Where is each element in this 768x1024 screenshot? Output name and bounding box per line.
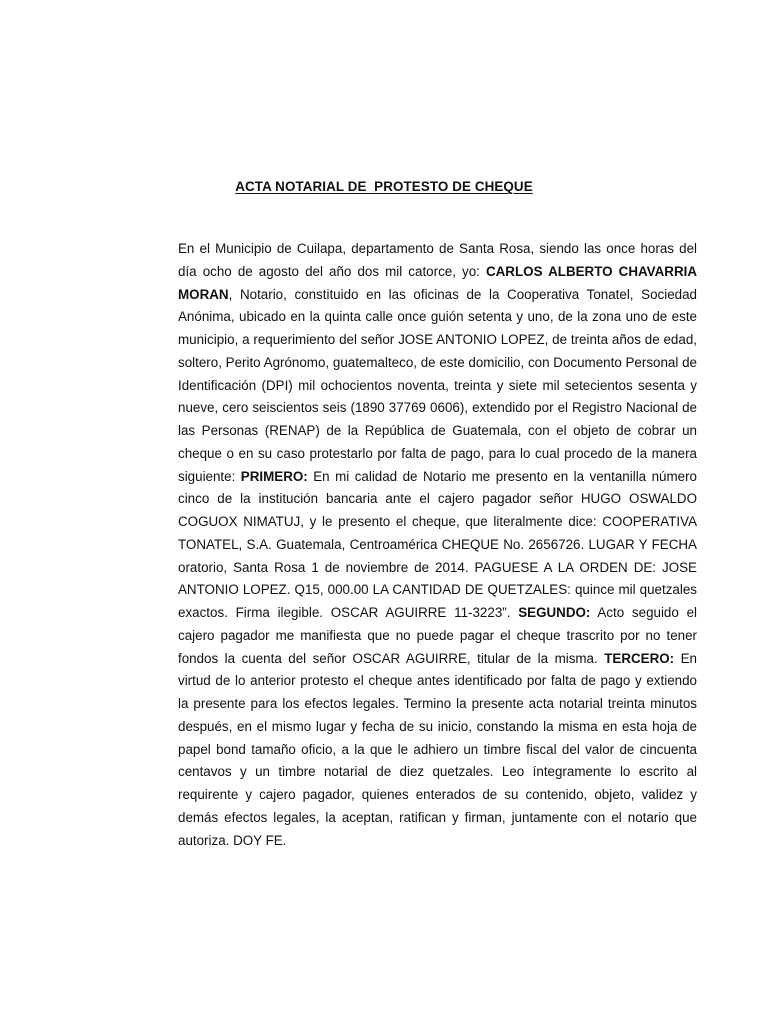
body-text-segment: En mi calidad de Notario me presento en la ventanilla número cinco de la institución bancaria ante el cajero pagador señor HUGO OSWALDO COGUOX NIMATUJ, y le presento el cheque, que literalmente dice: COOPERATIVA TONATEL, S.A. Guatemala, Centroamérica CHEQUE No. 2656726. LUGAR Y FECHA oratorio, Santa Rosa 1 de noviembre de 2014. PAGUESE A LA ORDEN DE: JOSE ANTONIO LOPEZ. Q15, 000.00 LA CANTIDAD DE QUETZALES: quince mil quetzales exactos. Firma ilegible. OSCAR AGUIRRE 11-3223”. (178, 468, 697, 620)
body-text-segment: En el Municipio de Cuilapa, departamento de Santa Rosa, siendo las once horas del día ocho de agosto del año dos mil catorce, yo: (178, 241, 697, 279)
notary-name: CARLOS ALBERTO CHAVARRIA MORAN (178, 263, 698, 302)
body-text-segment: Acto seguido el cajero pagador me manifiesta que no puede pagar el cheque trascrito por no tener fondos la cuenta del señor OSCAR AGUIRRE, titular de la misma. (178, 605, 697, 666)
body-text-segment: , Notario, constituido en las oficinas de la Cooperativa Tonatel, Sociedad Anónima, ubicado en la quinta calle once guión setenta y uno, de la zona uno de este municipio, a requerimiento del señor JOSE ANTONIO LOPEZ, de treinta años de edad, soltero, Perito Agrónomo, guatemalteco, de este domicilio, con Documento Personal de Identificación (DPI) mil ochocientos noventa, treinta y siete mil setecientos sesenta y nueve, cero seiscientos seis (1890 37769 0606), extendido por el Registro Nacional de las Personas (RENAP) de la República de Guatemala, con el objeto de cobrar un cheque o en su caso protestarlo por falta de pago, para lo cual procedo de la manera siguiente: (178, 286, 697, 484)
document-title: ACTA NOTARIAL DE PROTESTO DE CHEQUE (235, 179, 533, 194)
body-text-segment: En virtud de lo anterior protesto el cheque antes identificado por falta de pago y extiendo la presente para los efectos legales. Termino la presente acta notarial treinta minutos después, en el mismo lugar y fecha de su inicio, constando la misma en esta hoja de papel bond tamaño oficio, a la que le adhiero un timbre fiscal del valor de cincuenta centavos y un timbre notarial de diez quetzales. Leo íntegramente lo escrito al requirente y cajero pagador, quienes enterados de su contenido, objeto, validez y demás efectos legales, la aceptan, ratifican y firman, juntamente con el notario que autoriza. DOY FE. (178, 650, 697, 848)
clause-heading-primero: PRIMERO: (240, 468, 308, 484)
clause-heading-segundo: SEGUNDO: (518, 605, 591, 620)
document-body (178, 238, 697, 852)
clause-heading-tercero: TERCERO: (604, 650, 675, 666)
